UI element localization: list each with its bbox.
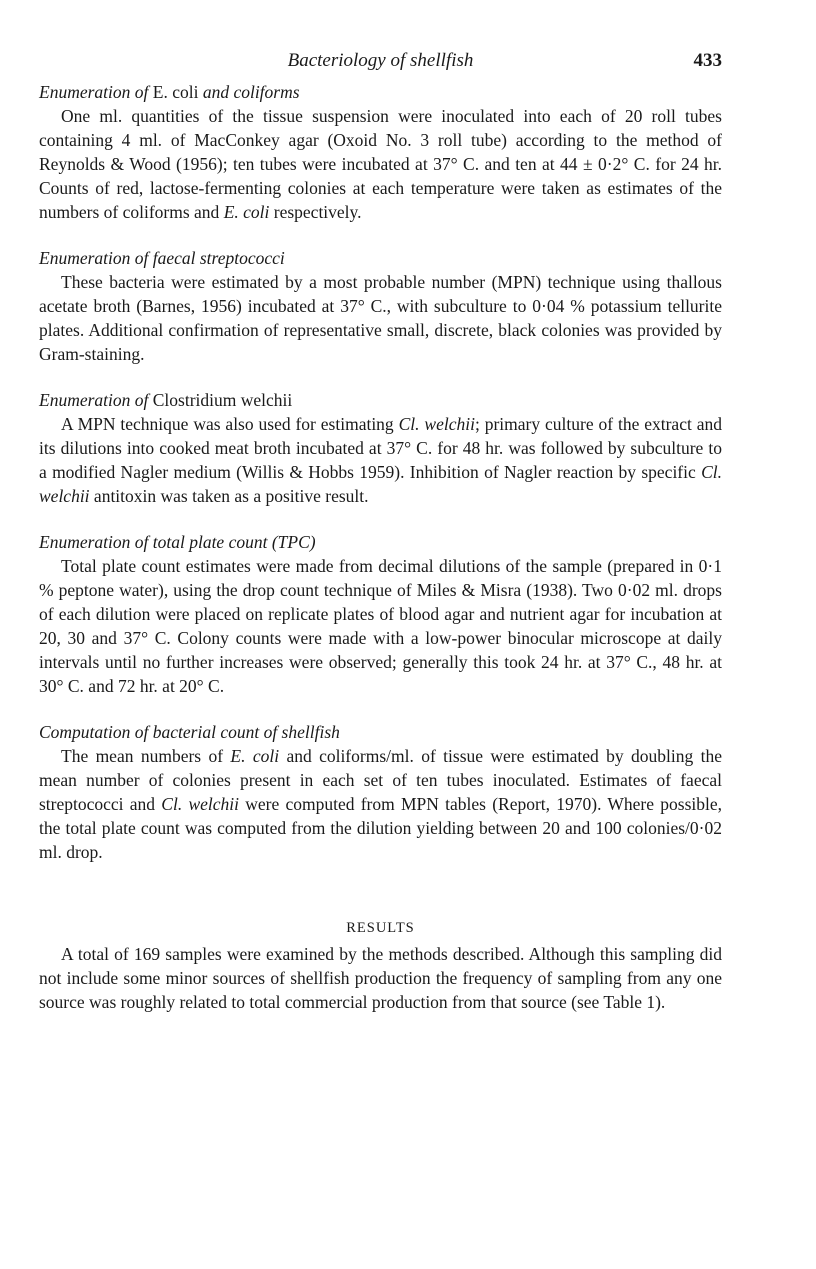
results-body: A total of 169 samples were examined by the methods described. Although this sampling did not include some minor sources of shellfish production the frequency of sampling from any one source was roughly related to total commercial production from that source (see Table 1).: [39, 944, 722, 1012]
results-heading: RESULTS: [346, 920, 415, 936]
section-body: One ml. quantities of the tissue suspension were inoculated into each of 20 roll tubes containing 4 ml. of MacConkey agar (Oxoid No. 3 roll tube) according to the method of Reynolds & Wood (1956); ten tubes were incubated at 37° C. and ten at 44 ± 0·2° C. for 24 hr. Counts of red, lactose-fermenting colonies at each temperature were taken as estimates of the numbers of coliforms and E. coli respectively.: [39, 106, 722, 222]
journal-page: [39, 40, 722, 1014]
section-heading: Enumeration of faecal streptococci: [39, 248, 285, 268]
running-head: [39, 40, 722, 80]
page-number: 433: [693, 50, 722, 71]
section-body: The mean numbers of E. coli and coliforms/ml. of tissue were estimated by doubling the mean number of colonies present in each set of ten tubes inoculated. Estimates of faecal streptococci and Cl. welchii were computed from MPN tables (Report, 1970). Where possible, the total plate count was computed from the dilution yielding between 20 and 100 colonies/0·02 ml. drop.: [39, 746, 723, 862]
section-body: Total plate count estimates were made from decimal dilutions of the sample (prepared in 0·1 % peptone water), using the drop count technique of Miles & Misra (1938). Two 0·02 ml. drops of each dilution were placed on replicate plates of blood agar and nutrient agar for incubation at 20, 30 and 37° C. Colony counts were made with a low-power binocular microscope at daily intervals until no further increases were observed; generally this took 24 hr. at 37° C., 48 hr. at 30° C. and 72 hr. at 20° C.: [39, 556, 722, 696]
section-heading: Computation of bacterial count of shellfish: [39, 722, 340, 742]
running-title: Bacteriology of shellfish: [287, 50, 474, 71]
section-body: These bacteria were estimated by a most probable number (MPN) technique using thallous acetate broth (Barnes, 1956) incubated at 37° C., with subculture to 0·04 % potassium tellurite plates. Additional confirmation of representative small, discrete, black colonies was provided by Gram-staining.: [39, 272, 722, 364]
section-body: A MPN technique was also used for estimating Cl. welchii; primary culture of the extract and its dilutions into cooked meat broth incubated at 37° C. for 48 hr. was followed by subculture to a modified Nagler medium (Willis & Hobbs 1959). Inhibition of Nagler reaction by specific Cl. welchii antitoxin was taken as a positive result.: [39, 414, 722, 506]
section-total-plate-count: [39, 530, 722, 698]
section-faecal-streptococci: [39, 246, 722, 366]
section-computation: [39, 720, 722, 864]
section-clostridium-welchii: [39, 388, 722, 508]
section-heading: Enumeration of Clostridium welchii: [39, 390, 293, 410]
section-heading: Enumeration of total plate count (TPC): [39, 532, 316, 552]
section-heading: Enumeration of E. coli and coliforms: [39, 82, 300, 102]
section-ecoli-coliforms: [39, 80, 722, 224]
